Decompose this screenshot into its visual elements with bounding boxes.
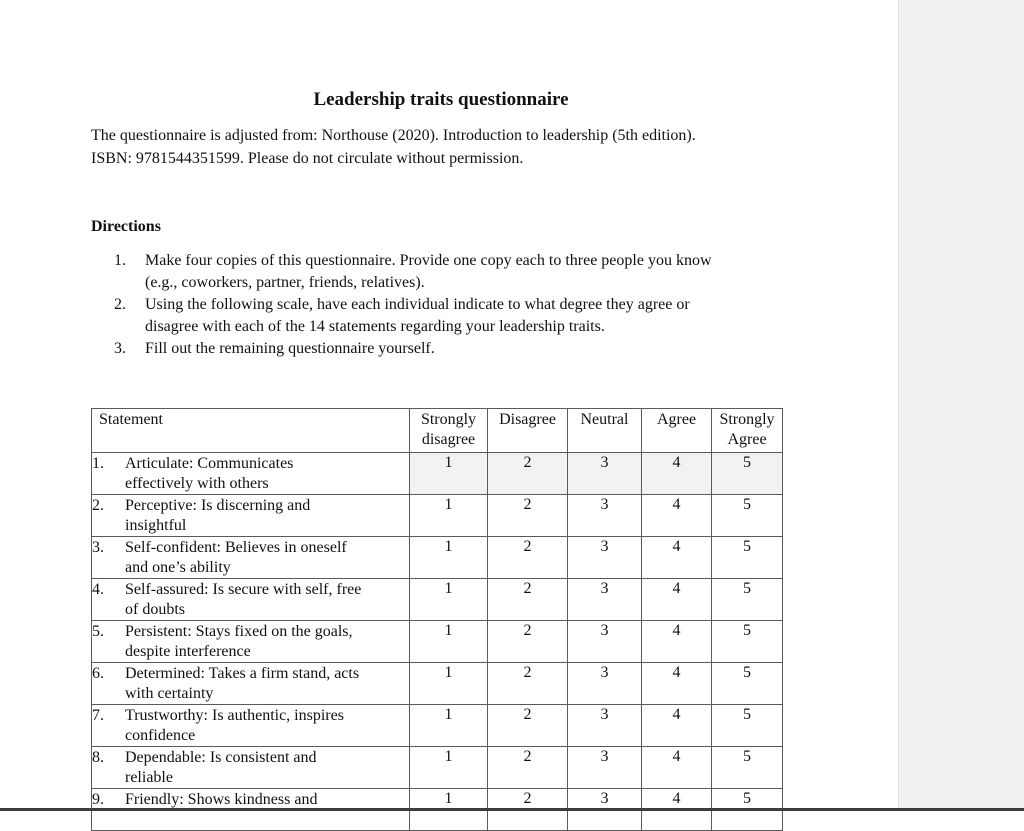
direction-number: 2. (114, 296, 126, 313)
statement-number: 9. (92, 791, 104, 808)
statement-cell (92, 747, 410, 789)
statement-number: 8. (92, 749, 104, 766)
statement-cell (92, 495, 410, 537)
score-cell: 4 (642, 705, 712, 747)
score-cell: 3 (568, 537, 642, 579)
score-cell: 1 (410, 537, 488, 579)
header-statement: Statement (92, 409, 410, 453)
score-cell: 4 (642, 747, 712, 789)
score-cell: 2 (488, 663, 568, 705)
statement-line: Persistent: Stays fixed on the goals, (125, 623, 353, 640)
header-line: Agree (727, 431, 767, 448)
table-row (92, 621, 783, 663)
statement-number: 2. (92, 497, 104, 514)
score-cell: 3 (568, 621, 642, 663)
score-cell: 3 (568, 705, 642, 747)
statement-cell (92, 621, 410, 663)
table-row (92, 453, 783, 495)
statement-cell (92, 537, 410, 579)
direction-item (114, 250, 814, 294)
direction-text (145, 338, 435, 360)
score-cell: 3 (568, 453, 642, 495)
questionnaire-table (91, 408, 783, 831)
direction-line: Using the following scale, have each individual indicate to what degree they agree or (145, 296, 690, 313)
statement-number: 6. (92, 665, 104, 682)
statement-line: Friendly: Shows kindness and (125, 791, 318, 808)
statement-line: effectively with others (125, 475, 269, 492)
score-cell: 4 (642, 495, 712, 537)
score-cell: 4 (642, 537, 712, 579)
intro-line: The questionnaire is adjusted from: Northouse (2020). Introduction to leadership (5th edition). (91, 127, 696, 144)
table-row (92, 495, 783, 537)
score-cell: 1 (410, 747, 488, 789)
score-cell: 3 (568, 789, 642, 831)
statement-line: Self-confident: Believes in oneself (125, 539, 347, 556)
score-cell: 5 (712, 747, 783, 789)
statement-text (125, 706, 344, 746)
score-cell: 3 (568, 663, 642, 705)
table-row (92, 705, 783, 747)
statement-line: insightful (125, 517, 187, 534)
statement-cell (92, 453, 410, 495)
direction-text (145, 250, 712, 294)
direction-item (114, 338, 814, 360)
statement-text (125, 622, 353, 662)
score-cell: 2 (488, 537, 568, 579)
direction-line: (e.g., coworkers, partner, friends, relatives). (145, 274, 425, 291)
statement-number: 4. (92, 581, 104, 598)
table-row (92, 663, 783, 705)
score-cell: 2 (488, 495, 568, 537)
header-line: disagree (421, 431, 476, 448)
score-cell: 1 (410, 453, 488, 495)
direction-item (114, 294, 814, 338)
table-header-row (92, 409, 783, 453)
statement-text (125, 790, 317, 810)
statement-cell (92, 663, 410, 705)
score-cell: 5 (712, 663, 783, 705)
statement-line: Articulate: Communicates (125, 455, 294, 472)
header-line: Strongly (420, 411, 477, 428)
statement-line: confidence (125, 727, 196, 744)
table-row (92, 747, 783, 789)
table-row (92, 537, 783, 579)
direction-line: Fill out the remaining questionnaire yourself. (145, 340, 435, 357)
statement-number: 3. (92, 539, 104, 556)
statement-line: Self-assured: Is secure with self, free (125, 581, 362, 598)
header-strongly-agree (712, 409, 783, 453)
statement-cell (92, 705, 410, 747)
score-cell: 5 (712, 495, 783, 537)
score-cell: 2 (488, 621, 568, 663)
statement-text (125, 454, 293, 494)
table-row (92, 579, 783, 621)
statement-text (125, 496, 310, 536)
statement-text (125, 580, 361, 620)
directions-heading: Directions (91, 218, 161, 235)
score-cell: 4 (642, 453, 712, 495)
score-cell: 4 (642, 789, 712, 831)
score-cell: 1 (410, 579, 488, 621)
header-neutral: Neutral (568, 409, 642, 453)
directions-list (114, 250, 814, 360)
statement-line: and one’s ability (125, 559, 231, 576)
statement-number: 5. (92, 623, 104, 640)
statement-line: Trustworthy: Is authentic, inspires (125, 707, 344, 724)
score-cell: 2 (488, 579, 568, 621)
statement-number: 7. (92, 707, 104, 724)
score-cell: 3 (568, 495, 642, 537)
direction-line: Make four copies of this questionnaire. Provide one copy each to three people you know (145, 252, 712, 269)
direction-number: 1. (114, 252, 126, 269)
score-cell: 5 (712, 621, 783, 663)
statement-line: reliable (125, 769, 173, 786)
header-strongly-disagree (410, 409, 488, 453)
score-cell: 5 (712, 705, 783, 747)
statement-number: 1. (92, 455, 104, 472)
statement-text (125, 748, 317, 788)
intro-line: ISBN: 9781544351599. Please do not circulate without permission. (91, 150, 524, 167)
score-cell: 2 (488, 705, 568, 747)
score-cell: 1 (410, 663, 488, 705)
header-disagree: Disagree (488, 409, 568, 453)
score-cell: 3 (568, 579, 642, 621)
header-line: Strongly (719, 411, 775, 428)
direction-number: 3. (114, 340, 126, 357)
score-cell: 5 (712, 453, 783, 495)
statement-line: Dependable: Is consistent and (125, 749, 317, 766)
score-cell: 4 (642, 579, 712, 621)
header-agree: Agree (642, 409, 712, 453)
statement-text (125, 664, 359, 704)
statement-line: of doubts (125, 601, 185, 618)
statement-text (125, 538, 347, 578)
side-pane (898, 0, 1024, 811)
score-cell: 5 (712, 537, 783, 579)
score-cell: 1 (410, 705, 488, 747)
statement-line: Determined: Takes a firm stand, acts (125, 665, 360, 682)
score-cell: 3 (568, 747, 642, 789)
score-cell: 2 (488, 789, 568, 831)
score-cell: 5 (712, 789, 783, 831)
score-cell: 1 (410, 495, 488, 537)
score-cell: 4 (642, 621, 712, 663)
statement-line: despite interference (125, 643, 251, 660)
page-title: Leadership traits questionnaire (313, 89, 569, 110)
statement-line: Perceptive: Is discerning and (125, 497, 311, 514)
score-cell: 4 (642, 663, 712, 705)
direction-text (145, 294, 690, 338)
score-cell: 2 (488, 453, 568, 495)
statement-cell (92, 579, 410, 621)
score-cell: 1 (410, 621, 488, 663)
intro-paragraph (91, 124, 811, 170)
statement-line: with certainty (125, 685, 214, 702)
score-cell: 1 (410, 789, 488, 831)
score-cell: 5 (712, 579, 783, 621)
score-cell: 2 (488, 747, 568, 789)
direction-line: disagree with each of the 14 statements regarding your leadership traits. (145, 318, 605, 335)
